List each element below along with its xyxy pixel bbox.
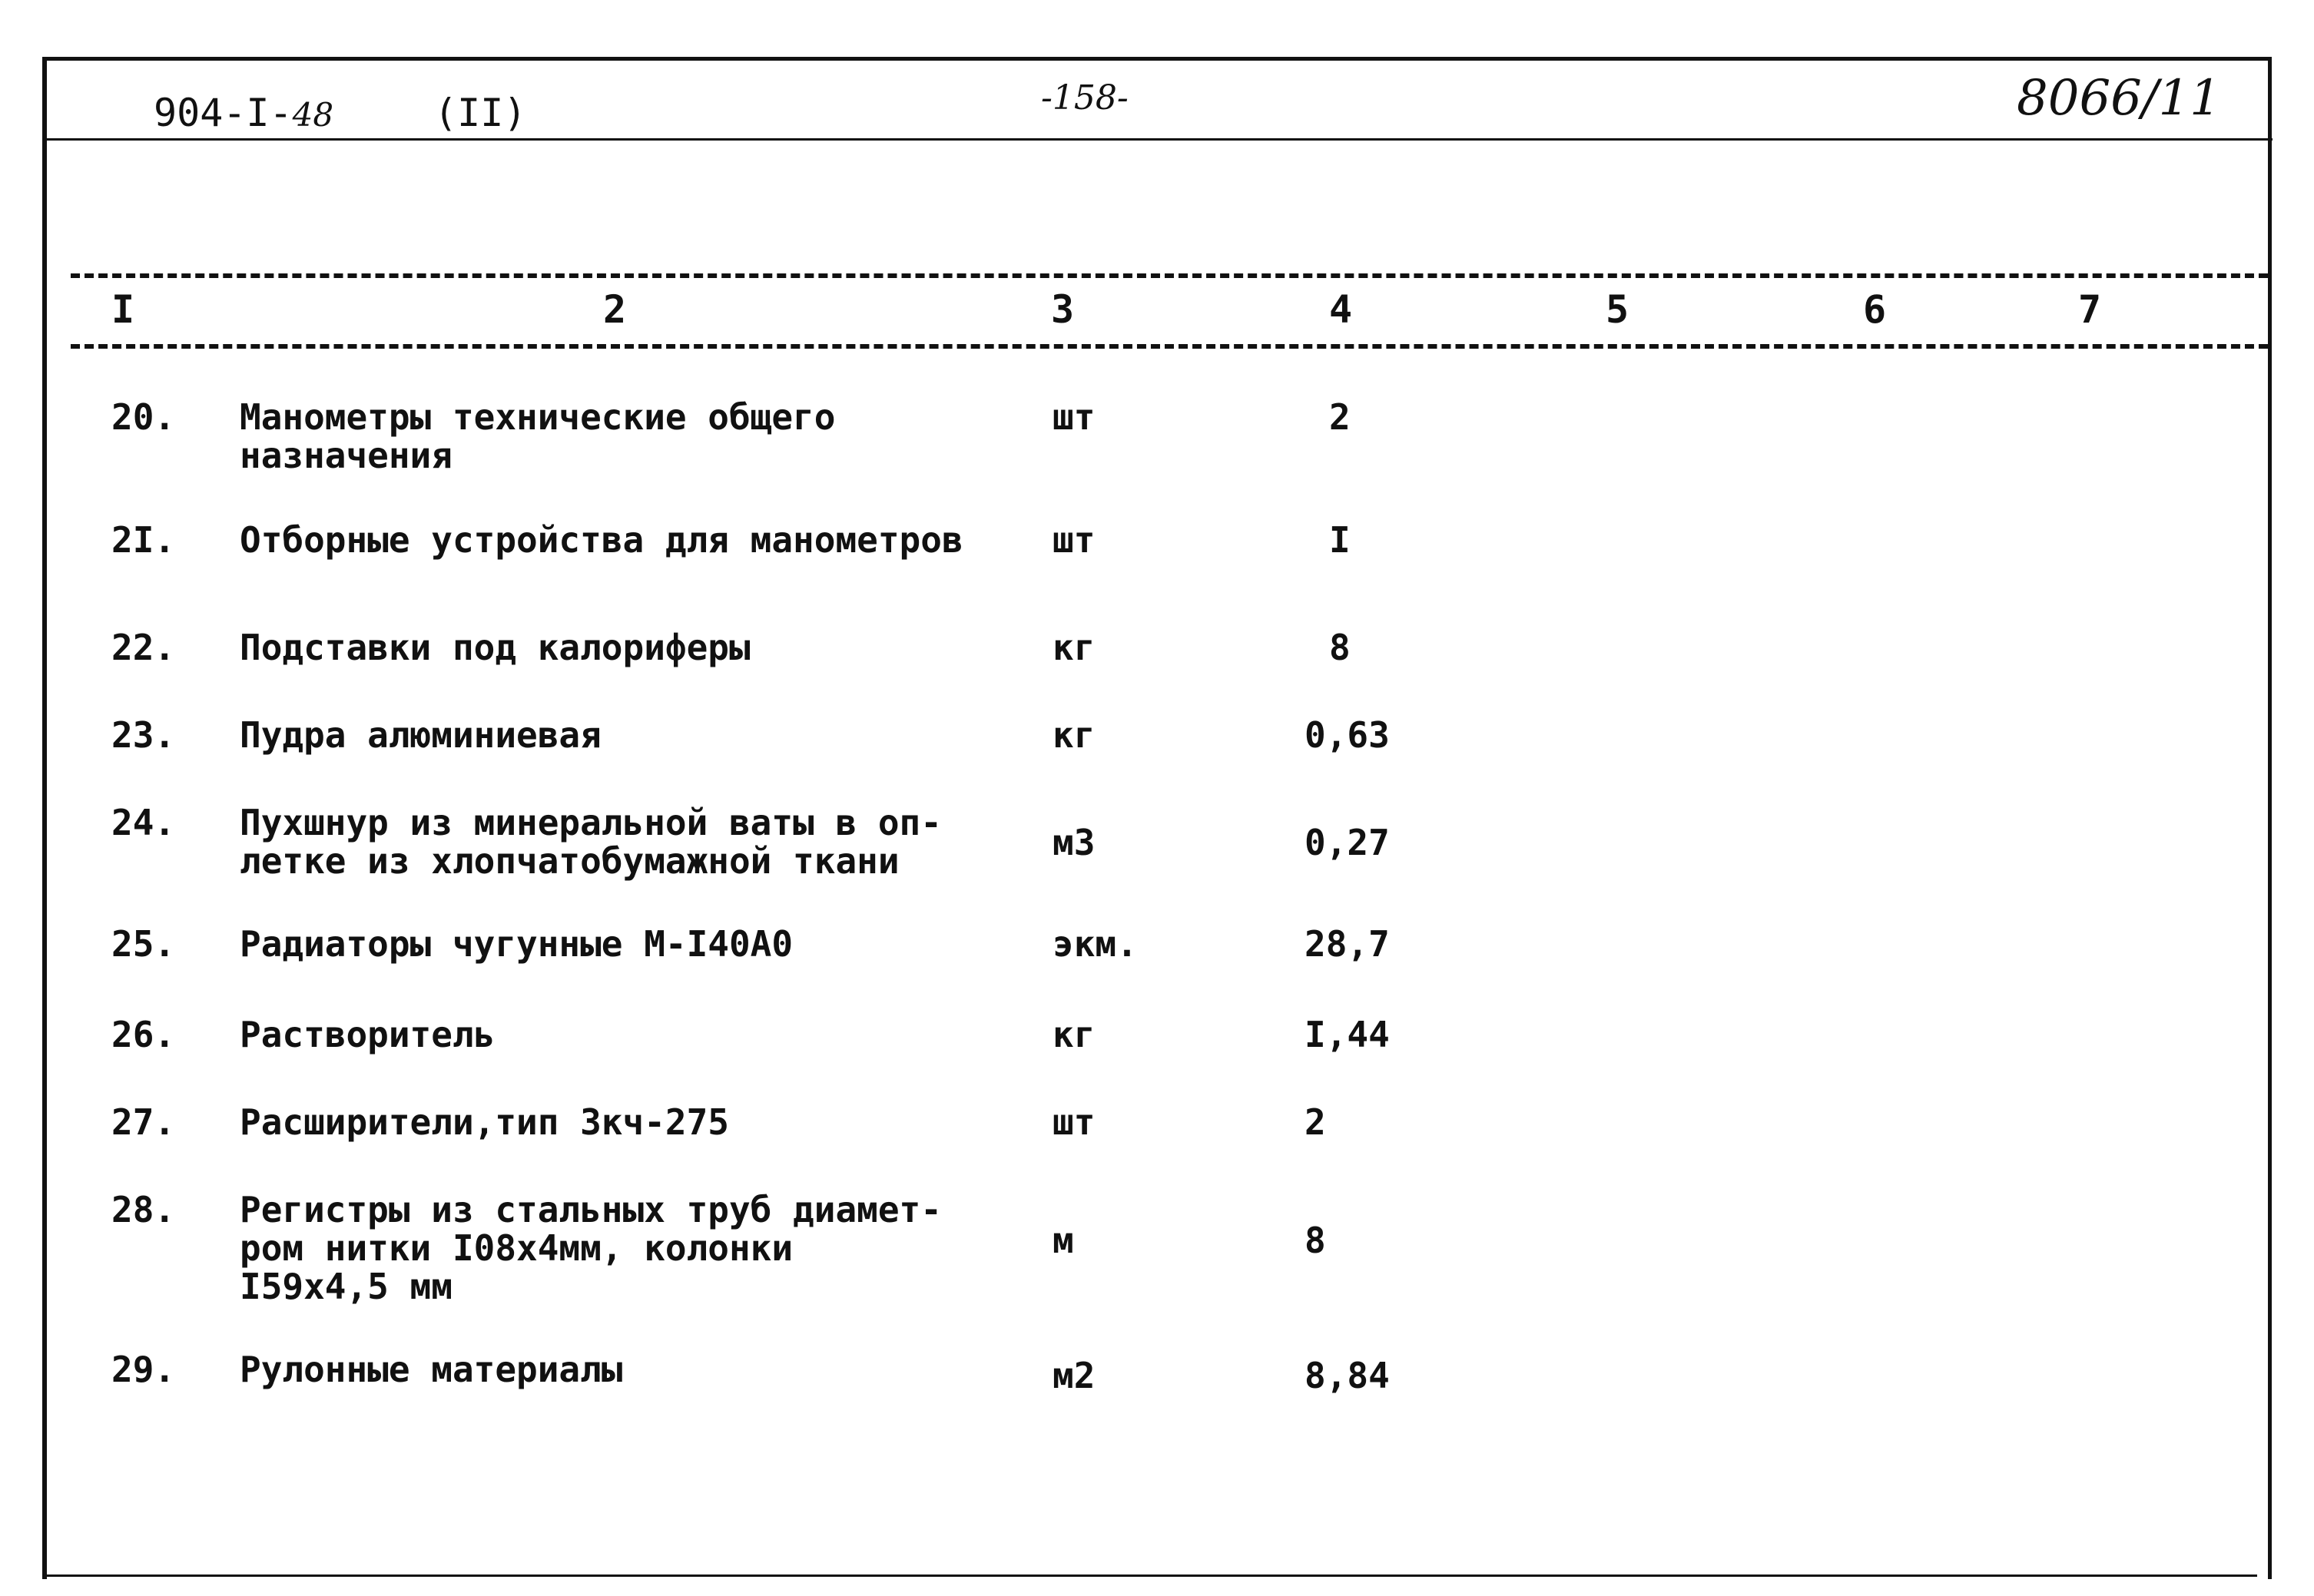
item-quantity: 0,63 bbox=[1305, 714, 1390, 756]
item-name bbox=[240, 398, 835, 475]
item-name bbox=[240, 1190, 942, 1306]
item-quantity: 8 bbox=[1305, 1220, 1326, 1261]
item-quantity: 2 bbox=[1329, 396, 1351, 438]
item-unit: экм. bbox=[1053, 923, 1138, 965]
document-code-printed: 904-I- bbox=[154, 91, 293, 135]
item-unit: м bbox=[1053, 1220, 1074, 1261]
item-quantity: 0,27 bbox=[1305, 822, 1390, 863]
item-name-line: Расширители,тип Зкч-275 bbox=[240, 1101, 729, 1143]
item-unit: кг bbox=[1053, 627, 1096, 668]
item-name-line: Регистры из стальных труб диамет- bbox=[240, 1189, 942, 1230]
item-name bbox=[240, 1015, 495, 1054]
item-quantity: 8,84 bbox=[1305, 1355, 1390, 1396]
sheet-code: 8066/11 bbox=[2017, 70, 2221, 127]
column-number-4: 4 bbox=[1329, 287, 1353, 332]
item-name bbox=[240, 521, 963, 559]
item-name-line: Пухшнур из минеральной ваты в оп- bbox=[240, 802, 942, 843]
item-quantity: I bbox=[1329, 519, 1351, 561]
item-unit: шт bbox=[1053, 1101, 1096, 1143]
document-part: (II) bbox=[434, 91, 527, 135]
item-name-line: Манометры технические общего bbox=[240, 396, 836, 438]
frame-right-line bbox=[2268, 57, 2272, 1579]
item-unit: м3 bbox=[1053, 822, 1096, 863]
column-number-6: 6 bbox=[1863, 287, 1887, 332]
row-number: 28. bbox=[111, 1189, 176, 1230]
item-name-line: ром нитки I08х4мм, колонки bbox=[240, 1227, 794, 1269]
frame-bottom-line bbox=[45, 1574, 2257, 1577]
item-unit: кг bbox=[1053, 1014, 1096, 1055]
item-quantity: I,44 bbox=[1305, 1014, 1390, 1055]
header-rule bbox=[45, 138, 2273, 141]
page-number: -158- bbox=[1041, 78, 1129, 118]
frame-top-line bbox=[42, 57, 2270, 61]
item-name bbox=[240, 716, 602, 754]
document-code bbox=[154, 91, 334, 135]
item-quantity: 8 bbox=[1329, 627, 1351, 668]
column-header-bottom-dashed-rule bbox=[71, 344, 2268, 349]
column-number-5: 5 bbox=[1606, 287, 1629, 332]
row-number: 24. bbox=[111, 802, 176, 843]
item-quantity: 28,7 bbox=[1305, 923, 1390, 965]
item-name-line: Рулонные материалы bbox=[240, 1349, 623, 1390]
row-number: 29. bbox=[111, 1349, 176, 1390]
item-name-line: Растворитель bbox=[240, 1014, 496, 1055]
column-header-top-dashed-rule bbox=[71, 273, 2268, 278]
column-number-2: 2 bbox=[603, 287, 627, 332]
item-name-line: Радиаторы чугунные М-I40А0 bbox=[240, 923, 794, 965]
item-name-line: Подставки под калориферы bbox=[240, 627, 751, 668]
item-name bbox=[240, 925, 793, 963]
item-quantity: 2 bbox=[1305, 1101, 1326, 1143]
column-number-7: 7 bbox=[2078, 287, 2102, 332]
row-number: 23. bbox=[111, 714, 176, 756]
row-number: 20. bbox=[111, 396, 176, 438]
item-name-line: Отборные устройства для манометров bbox=[240, 519, 963, 561]
row-number: 26. bbox=[111, 1014, 176, 1055]
item-unit: кг bbox=[1053, 714, 1096, 756]
item-name-line: летке из хлопчатобумажной ткани bbox=[240, 840, 900, 882]
item-name-line: Пудра алюминиевая bbox=[240, 714, 602, 756]
item-name bbox=[240, 628, 751, 667]
row-number: 22. bbox=[111, 627, 176, 668]
item-name-line: I59х4,5 мм bbox=[240, 1266, 453, 1307]
row-number: 25. bbox=[111, 923, 176, 965]
column-number-1: I bbox=[111, 287, 135, 332]
row-number: 2I. bbox=[111, 519, 176, 561]
document-code-handwritten: 48 bbox=[292, 96, 334, 134]
item-name bbox=[240, 1350, 623, 1389]
item-unit: м2 bbox=[1053, 1355, 1096, 1396]
item-unit: шт bbox=[1053, 519, 1096, 561]
item-unit: шт bbox=[1053, 396, 1096, 438]
item-name-line: назначения bbox=[240, 435, 453, 476]
item-name bbox=[240, 803, 942, 880]
row-number: 27. bbox=[111, 1101, 176, 1143]
item-name bbox=[240, 1103, 729, 1141]
frame-left-line bbox=[42, 57, 47, 1579]
column-number-3: 3 bbox=[1051, 287, 1075, 332]
